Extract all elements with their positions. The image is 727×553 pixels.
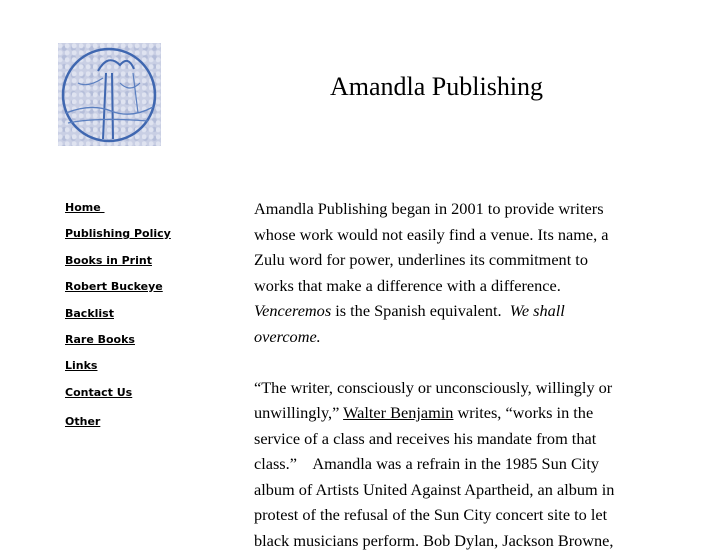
nav-other[interactable]: Other: [65, 415, 100, 428]
intro-paragraph: [254, 196, 634, 349]
we-shall-text: We shall: [510, 301, 565, 320]
nav-backlist[interactable]: Backlist: [65, 307, 114, 320]
text-line: Amandla Publishing began in 2001 to provide writers: [254, 196, 634, 222]
text-line: “The writer, consciously or unconsciously, willingly or: [254, 375, 634, 401]
text-line: [254, 324, 634, 350]
text-line: [254, 298, 634, 324]
text-line: album of Artists United Against Apartheid, an album in: [254, 477, 634, 503]
benjamin-paragraph: [254, 375, 634, 553]
logo-engraving-icon: [58, 43, 161, 146]
text-segment: unwillingly,”: [254, 403, 343, 422]
text-line: works that make a difference with a difference.: [254, 273, 634, 299]
nav-books-in-print[interactable]: Books in Print: [65, 254, 152, 267]
text-line: Zulu word for power, underlines its commitment to: [254, 247, 634, 273]
venceremos-text: Venceremos: [254, 301, 331, 320]
nav-rare-books[interactable]: Rare Books: [65, 333, 135, 346]
page-title: Amandla Publishing: [330, 72, 543, 102]
text-line: class.” Amandla was a refrain in the 1985 Sun City: [254, 451, 634, 477]
text-segment: is the Spanish equivalent.: [331, 301, 510, 320]
walter-benjamin-link[interactable]: Walter Benjamin: [343, 403, 453, 422]
nav-robert-buckeye[interactable]: Robert Buckeye: [65, 280, 163, 293]
text-line: [254, 400, 634, 426]
overcome-text: overcome.: [254, 327, 321, 346]
nav-links[interactable]: Links: [65, 359, 97, 372]
text-segment: writes, “works in the: [453, 403, 593, 422]
text-line: black musicians perform. Bob Dylan, Jackson Browne,: [254, 528, 634, 553]
text-line: whose work would not easily find a venue. Its name, a: [254, 222, 634, 248]
nav-home[interactable]: Home: [65, 201, 105, 214]
nav-contact-us[interactable]: Contact Us: [65, 386, 132, 399]
nav-publishing-policy[interactable]: Publishing Policy: [65, 227, 171, 240]
text-line: service of a class and receives his mandate from that: [254, 426, 634, 452]
text-line: protest of the refusal of the Sun City concert site to let: [254, 502, 634, 528]
main-content: [254, 196, 634, 553]
logo: [58, 43, 161, 146]
